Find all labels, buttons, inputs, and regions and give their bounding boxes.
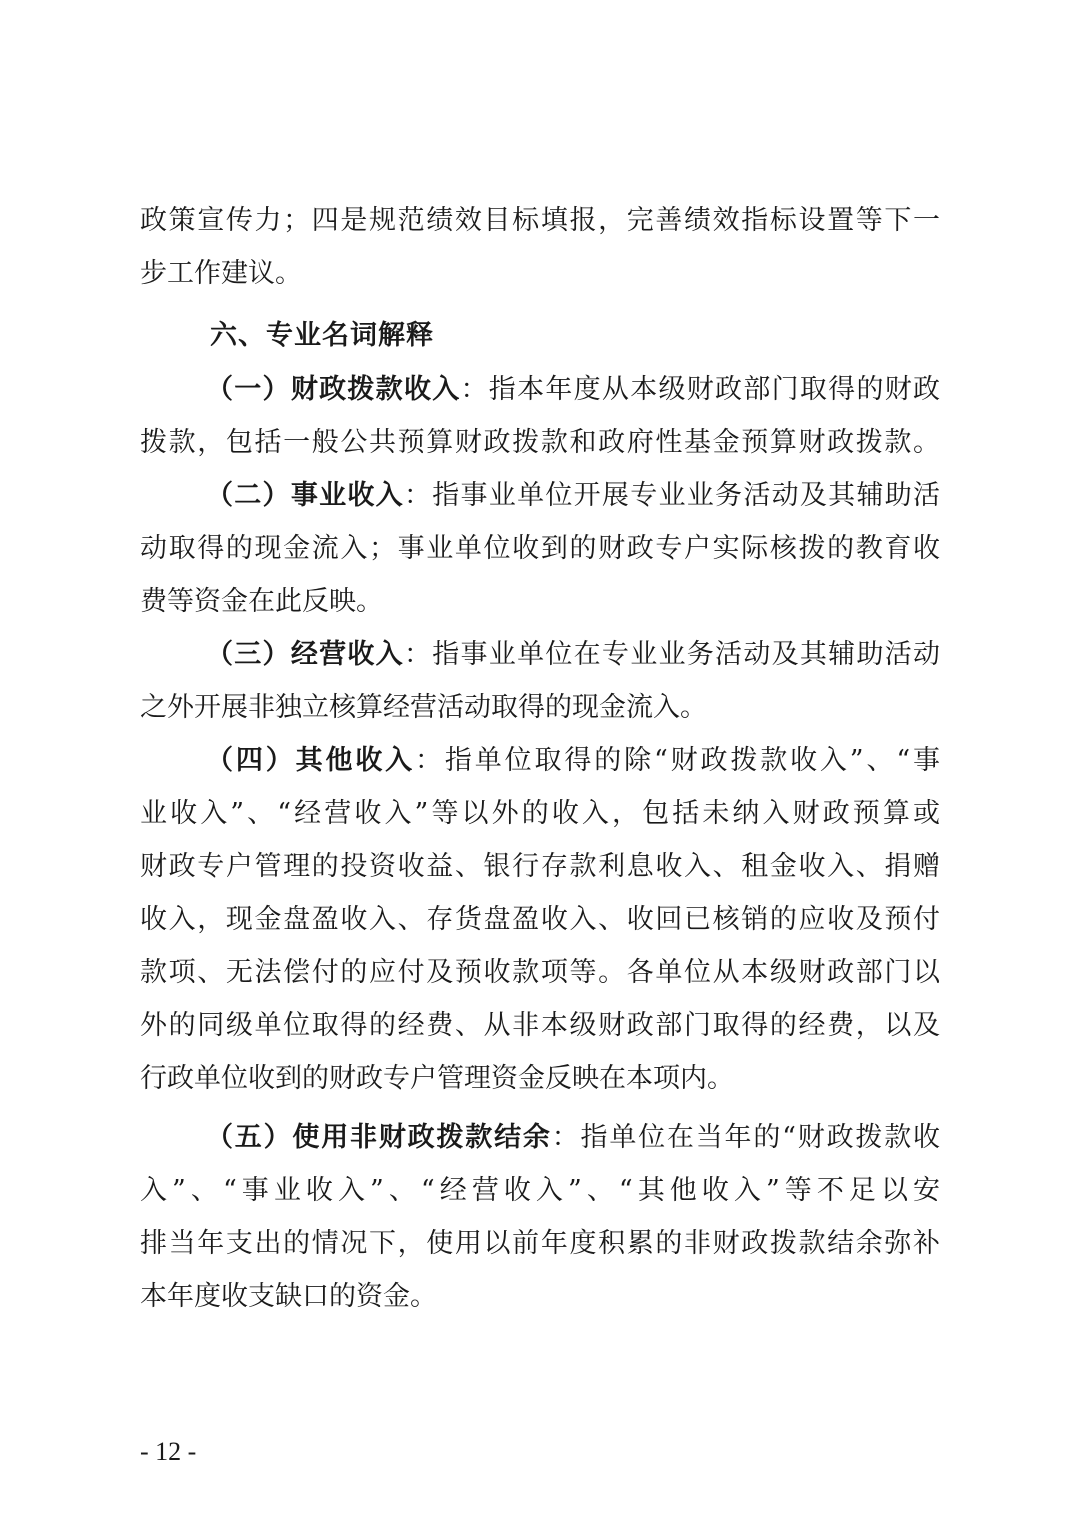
paragraph-line: 步工作建议。 bbox=[140, 258, 302, 289]
paragraph-line: 业收入”、“经营收入”等以外的收入，包括未纳入财政预算或 bbox=[140, 798, 940, 829]
definition-text: ：指单位在当年的“财政拨款收 bbox=[551, 1122, 941, 1153]
term-label: （二）事业收入 bbox=[206, 480, 404, 511]
paragraph-line bbox=[206, 631, 940, 679]
paragraph-line: 排当年支出的情况下，使用以前年度积累的非财政拨款结余弥补 bbox=[140, 1228, 940, 1259]
paragraph-line bbox=[206, 472, 940, 520]
term-label: （一）财政拨款收入 bbox=[206, 374, 461, 405]
definition-text: ：指事业单位在专业业务活动及其辅助活动 bbox=[403, 639, 941, 670]
paragraph-line: 行政单位收到的财政专户管理资金反映在本项内。 bbox=[140, 1063, 734, 1094]
paragraph-line: 外的同级单位取得的经费、从非本级财政部门取得的经费，以及 bbox=[140, 1010, 940, 1041]
paragraph-line bbox=[206, 366, 940, 414]
term-label: （四）其他收入 bbox=[206, 745, 416, 776]
document-page bbox=[140, 0, 940, 1520]
paragraph-line: 之外开展非独立核算经营活动取得的现金流入。 bbox=[140, 692, 707, 723]
paragraph-line: 收入，现金盘盈收入、存货盘盈收入、收回已核销的应收及预付 bbox=[140, 904, 940, 935]
term-label: （五）使用非财政拨款结余 bbox=[206, 1122, 552, 1153]
paragraph-line: 款项、无法偿付的应付及预收款项等。各单位从本级财政部门以 bbox=[140, 957, 940, 988]
paragraph-line: 本年度收支缺口的资金。 bbox=[140, 1281, 437, 1312]
paragraph-line: 动取得的现金流入；事业单位收到的财政专户实际核拨的教育收 bbox=[140, 533, 940, 564]
paragraph-line: 财政专户管理的投资收益、银行存款利息收入、租金收入、捐赠 bbox=[140, 851, 940, 882]
paragraph-line bbox=[206, 1114, 940, 1162]
definition-text: ：指事业单位开展专业业务活动及其辅助活 bbox=[403, 480, 941, 511]
term-label: （三）经营收入 bbox=[206, 639, 404, 670]
paragraph-line: 拨款，包括一般公共预算财政拨款和政府性基金预算财政拨款。 bbox=[140, 427, 940, 458]
page-number: - 12 - bbox=[140, 1437, 197, 1466]
paragraph-line: 入”、“事业收入”、“经营收入”、“其他收入”等不足以安 bbox=[140, 1175, 940, 1206]
definition-text: ：指单位取得的除“财政拨款收入”、“事 bbox=[415, 745, 940, 776]
definition-text: ：指本年度从本级财政部门取得的财政 bbox=[460, 374, 941, 405]
section-heading: 六、专业名词解释 bbox=[210, 320, 434, 351]
paragraph-line: 政策宣传力；四是规范绩效目标填报，完善绩效指标设置等下一 bbox=[140, 205, 940, 236]
paragraph-line bbox=[206, 737, 940, 785]
paragraph-line: 费等资金在此反映。 bbox=[140, 586, 383, 617]
